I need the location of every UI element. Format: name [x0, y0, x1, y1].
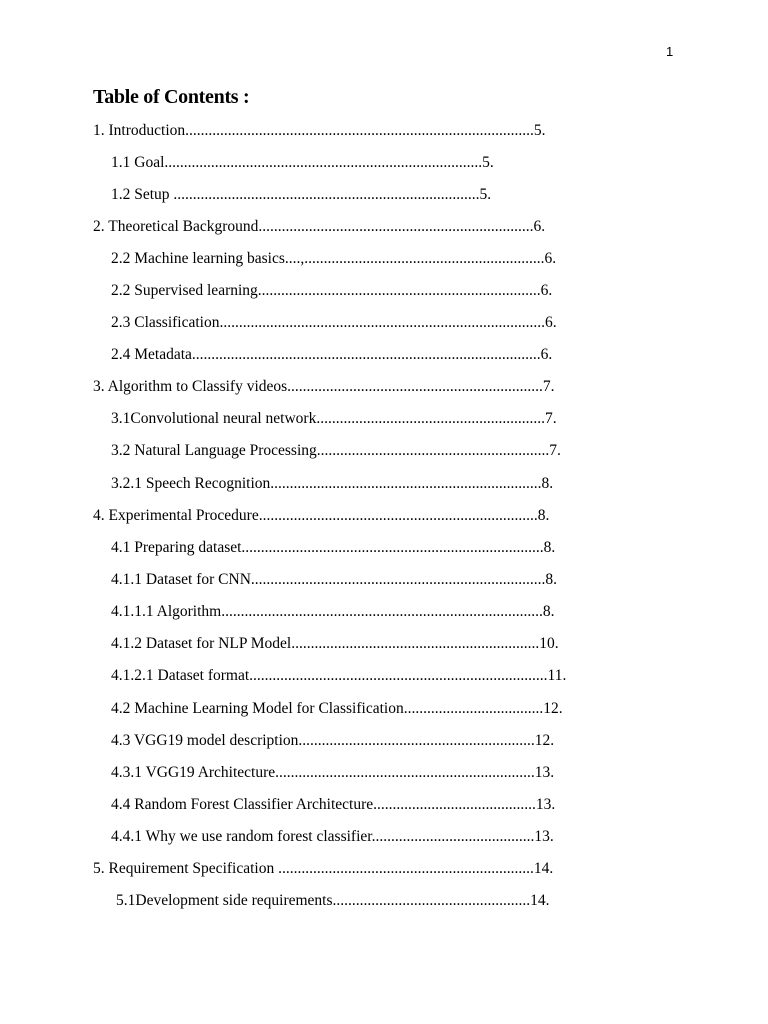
toc-entry-4[interactable]: 4. Experimental Procedure........................................................................8. [93, 507, 550, 524]
toc-entry-4-2[interactable]: 4.2 Machine Learning Model for Classification....................................12. [111, 700, 563, 717]
toc-entry-4-1-2-1[interactable]: 4.1.2.1 Dataset format.............................................................................11. [111, 667, 567, 684]
toc-entry-5-1[interactable]: 5.1Development side requirements...................................................14. [116, 892, 550, 909]
toc-entry-2[interactable]: 2. Theoretical Background.......................................................................6. [93, 218, 546, 235]
page-number: 1 [666, 44, 674, 59]
toc-entry-1-1[interactable]: 1.1 Goal..................................................................................5. [111, 154, 494, 171]
toc-entry-4-3-1[interactable]: 4.3.1 VGG19 Architecture...................................................................13. [111, 764, 555, 781]
toc-entry-4-4[interactable]: 4.4 Random Forest Classifier Architecture..........................................13. [111, 796, 556, 813]
toc-entry-3-2-1[interactable]: 3.2.1 Speech Recognition......................................................................8. [111, 475, 554, 492]
toc-entry-4-4-1[interactable]: 4.4.1 Why we use random forest classifier..........................................13. [111, 828, 554, 845]
toc-title: Table of Contents : [93, 86, 250, 108]
toc-entry-1-2[interactable]: 1.2 Setup ...............................................................................5. [111, 186, 492, 203]
toc-entry-4-1-1-1[interactable]: 4.1.1.1 Algorithm...................................................................................8. [111, 603, 555, 620]
toc-entry-1[interactable]: 1. Introduction..........................................................................................5. [93, 122, 546, 139]
toc-entry-2-3[interactable]: 2.3 Classification....................................................................................6. [111, 314, 557, 331]
toc-entry-3[interactable]: 3. Algorithm to Classify videos..................................................................7. [93, 378, 555, 395]
toc-entry-4-3[interactable]: 4.3 VGG19 model description.............................................................12. [111, 732, 555, 749]
toc-entry-4-1-1[interactable]: 4.1.1 Dataset for CNN............................................................................8. [111, 571, 558, 588]
toc-entry-5[interactable]: 5. Requirement Specification ..................................................................14. [93, 860, 554, 877]
toc-entry-4-1-2[interactable]: 4.1.2 Dataset for NLP Model................................................................10. [111, 635, 559, 652]
toc-entry-2-4[interactable]: 2.4 Metadata..........................................................................................6. [111, 346, 553, 363]
toc-entry-4-1[interactable]: 4.1 Preparing dataset..............................................................................8. [111, 539, 556, 556]
toc-entry-3-1[interactable]: 3.1Convolutional neural network...........................................................7. [111, 410, 557, 427]
toc-entry-3-2[interactable]: 3.2 Natural Language Processing............................................................7. [111, 442, 561, 459]
toc-entry-2-2a[interactable]: 2.2 Machine learning basics....,..............................................................6. [111, 250, 557, 267]
toc-entry-2-2b[interactable]: 2.2 Supervised learning.........................................................................6. [111, 282, 553, 299]
